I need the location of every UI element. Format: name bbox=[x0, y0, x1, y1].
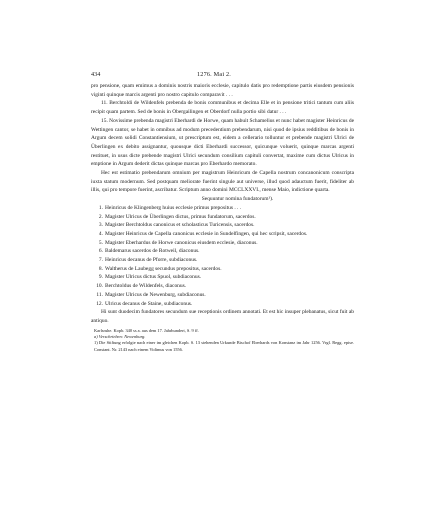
list-text: Magister Ulricus de Überlingen dictus, primus fundatorum, sacerdos. bbox=[105, 213, 256, 220]
list-text: Waltherus de Laubegg secundus prepositus, sacerdos. bbox=[105, 265, 222, 272]
list-item bbox=[91, 282, 354, 291]
founders-heading: Sequuntur nomina fundatorum¹). bbox=[201, 196, 274, 203]
list-text: Magister Ulricus dictus Spuol, subdiaconus. bbox=[105, 274, 202, 281]
list-item bbox=[91, 247, 354, 256]
footnote: 1) Die Stiftung erfolgte nach einer im gleichen Kopb. S. 13 stehenden Urkunde Bischof Eberhards von Konstanz im Jahr 1256. Vrgl. Regg. epise. Constant. Nr. 2143 nach einem Vidimus von 1556. bbox=[94, 340, 354, 352]
list-number: 9. bbox=[98, 274, 103, 281]
page-header bbox=[91, 70, 354, 80]
list-number: 6. bbox=[98, 248, 103, 255]
list-item bbox=[91, 204, 354, 213]
list-text: Magister Heinricus de Capella canonicus ecclesie in Sundelfingen, qui hec scripsit, sacerdos. bbox=[105, 230, 308, 237]
list-item bbox=[91, 230, 354, 239]
list-item bbox=[91, 221, 354, 230]
list-text: Heinricus de Klingenberg huius ecclesie primus prepositus . . . bbox=[105, 204, 242, 211]
list-text: Heinricus decanus de Pforre, subdiaconus. bbox=[105, 257, 198, 264]
list-number: 1. bbox=[98, 204, 103, 211]
paragraph-11: 11. Berchtoldi de Wildenfels prebenda de bonis communibus et decima Elle et in pensione tritici tantum cum aliis recipit quam partem. Sed de bonis in Obergailingen et Oberdorf nulla portio sibi datur . . . bbox=[91, 100, 354, 116]
list-item bbox=[91, 273, 354, 282]
list-number: 4. bbox=[98, 230, 103, 237]
list-text: Berchtoldus de Wildenfels, diaconus. bbox=[105, 283, 187, 290]
source-note: Karlsruhe. Kopb. 340 ss a. aus dem 17. Jahrhundert, S. 9 ff. bbox=[94, 327, 199, 333]
variant-note: a) Verschrieben: Newenburg. bbox=[94, 333, 146, 339]
apparatus bbox=[91, 328, 354, 353]
list-item bbox=[91, 265, 354, 274]
list-text: Ulricus decanus de Staine, subdiaconus. bbox=[105, 300, 193, 307]
list-number: 3. bbox=[98, 222, 103, 229]
paragraph-15: 15. Novissime prebenda magistri Eberhardi de Horwe, quam habuit Schamelius et nunc habet magister Heinricus de Wettingen cantor, se habet in omnibus ad modum precedentium prebendarum, nisi quod de ipsius redditibus de bonis in Argum decem solidi Constantiensium, ut prescriptum est, eidem a cellerario tolluntur et prebende magistri Ulrici de Überlingen ex debito assignantur, quousque dicti Eberhardi successor, quicunque voluerit, quinque marcas argenti restituet, in usus dicte prebende magistri Ulrici secundum consilium capituli convertat, maxime cum dictus Ulricus in emptione in Argum dederit dictas quinque marcas pro Eberhardo memorato. bbox=[91, 117, 354, 168]
page-body bbox=[91, 82, 354, 353]
list-number: 12. bbox=[96, 300, 103, 307]
paragraph-continuation: pro pensione, quam emimus a dominis nostris maioris ecclesie, capitulo datis pro redemptione partis eiusdem pensionis viginti quinque marcis argenti pro nostro capitulo comparavit . . . bbox=[91, 83, 354, 98]
list-number: 2. bbox=[98, 213, 103, 220]
list-text: Magister Eberhardus de Horwe canonicus eiusdem ecclesie, diaconus. bbox=[105, 239, 258, 246]
list-item bbox=[91, 213, 354, 222]
list-item bbox=[91, 239, 354, 248]
list-text: Magister Berchtoldus canonicus et scholasticus Turicensis, sacerdos. bbox=[105, 222, 255, 229]
paragraph-estimatio: Hec est estimatio prebendarum omnium per magistrum Heinricum de Capella nostrum concanonicum conscripta iuxta statum modernum. Sed postquam meliorate fuerint singule aut universe, illud quod adauctum fuerit, fideliter ab illis, qui pro tempore fuerint, ascribatur. Scriptum anno domini MCCLXXVI., mense Maio, indictione quarta. bbox=[91, 170, 354, 194]
running-date: 1276. Mai 2. bbox=[197, 71, 232, 78]
page-number: 434 bbox=[91, 71, 101, 78]
list-item bbox=[91, 300, 354, 309]
list-text: Magister Ulricus de Newenburg, subdiaconus. bbox=[105, 291, 206, 298]
closing-paragraph: Hi sunt duodecim fundatores secundum sue receptionis ordinem annotati. Et est hic insuper plebanatus, sicut fuit ab antiquo. bbox=[91, 309, 354, 324]
founders-list bbox=[91, 204, 354, 308]
list-number: 8. bbox=[98, 265, 103, 272]
list-item bbox=[91, 256, 354, 265]
list-item bbox=[91, 291, 354, 300]
list-number: 5. bbox=[98, 239, 103, 246]
list-number: 11. bbox=[96, 291, 103, 298]
list-number: 10. bbox=[96, 283, 103, 290]
list-number: 7. bbox=[98, 257, 103, 264]
list-text: Baldemarus sacerdos de Rotweil, diaconus. bbox=[105, 248, 200, 255]
